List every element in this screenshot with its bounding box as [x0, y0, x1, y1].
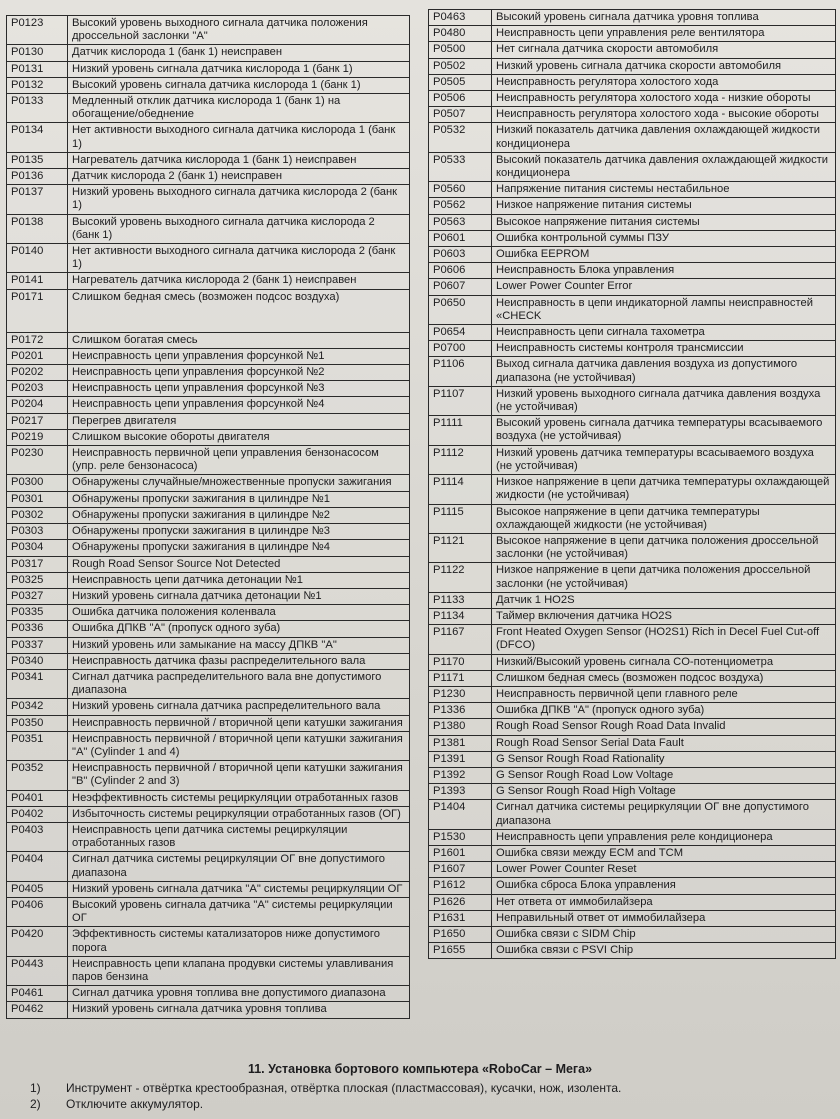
error-description: Неисправность первичной / вторичной цепи катушки зажигания [68, 715, 410, 731]
error-description: Низкий уровень выходного сигнала датчика кислорода 2 (банк 1) [68, 185, 410, 214]
error-code: P0217 [7, 413, 68, 429]
table-row [7, 881, 410, 897]
step-text: Инструмент - отвёртка крестообразная, отвёртка плоская (пластмассовая), кусачки, нож, изолента. [66, 1081, 622, 1095]
table-row [429, 533, 836, 562]
table-row [7, 185, 410, 214]
error-code: P0135 [7, 152, 68, 168]
table-row [7, 381, 410, 397]
error-code: P0562 [429, 198, 492, 214]
table-row [429, 416, 836, 445]
error-description: Слишком высокие обороты двигателя [68, 429, 410, 445]
table-row [7, 61, 410, 77]
error-description: Неисправность цепи датчика детонации №1 [68, 572, 410, 588]
table-row [7, 806, 410, 822]
error-code: P1134 [429, 608, 492, 624]
table-row [429, 563, 836, 592]
error-description: Неисправность цепи управления форсункой №4 [68, 397, 410, 413]
error-description: Нет сигнала датчика скорости автомобиля [492, 42, 836, 58]
error-code: P1121 [429, 533, 492, 562]
error-description: Неисправность в цепи индикаторной лампы неисправностей «CHECK [492, 295, 836, 324]
error-description: Сигнал датчика системы рециркуляции ОГ вне допустимого диапазона [492, 800, 836, 829]
error-code: P0341 [7, 669, 68, 698]
error-code: P1115 [429, 504, 492, 533]
error-code: P0201 [7, 348, 68, 364]
error-code: P1230 [429, 686, 492, 702]
error-code: P0405 [7, 881, 68, 897]
error-description: Слишком бедная смесь (возможен подсос воздуха) [68, 289, 410, 332]
table-row [7, 986, 410, 1002]
error-code: P0302 [7, 507, 68, 523]
error-description: Низкий уровень датчика температуры всасываемого воздуха (не устойчивая) [492, 445, 836, 474]
error-description: G Sensor Rough Road High Voltage [492, 784, 836, 800]
table-row [7, 491, 410, 507]
error-description: Высокое напряжение в цепи датчика положения дроссельной заслонки (не устойчивая) [492, 533, 836, 562]
error-description: Lower Power Counter Reset [492, 862, 836, 878]
error-code: P0219 [7, 429, 68, 445]
table-row [429, 26, 836, 42]
error-description: Rough Road Sensor Source Not Detected [68, 556, 410, 572]
error-description: Низкий уровень сигнала датчика "А" системы рециркуляции ОГ [68, 881, 410, 897]
error-description: Высокий уровень выходного сигнала датчика кислорода 2 (банк 1) [68, 214, 410, 243]
error-code: P0350 [7, 715, 68, 731]
error-code: P0301 [7, 491, 68, 507]
step-number: 1) [30, 1081, 41, 1095]
error-description: Высокое напряжение питания системы [492, 214, 836, 230]
table-row [7, 123, 410, 152]
error-description: Ошибка ДПКВ "А" (пропуск одного зуба) [68, 621, 410, 637]
error-code: P0601 [429, 230, 492, 246]
error-description: Неисправность первичной цепи главного реле [492, 686, 836, 702]
error-code: P0132 [7, 77, 68, 93]
table-row [7, 332, 410, 348]
error-code: P0603 [429, 247, 492, 263]
table-row [429, 670, 836, 686]
error-code: P0172 [7, 332, 68, 348]
error-code: P0141 [7, 273, 68, 289]
table-row [7, 637, 410, 653]
error-code: P0303 [7, 524, 68, 540]
error-description: Высокий уровень сигнала датчика "А" системы рециркуляции ОГ [68, 897, 410, 926]
table-row [429, 279, 836, 295]
error-description: Низкий/Высокий уровень сигнала CO-потенциометра [492, 654, 836, 670]
error-code: P1171 [429, 670, 492, 686]
error-code: P1650 [429, 926, 492, 942]
table-row [7, 761, 410, 790]
table-row [429, 42, 836, 58]
error-description: Низкое напряжение в цепи датчика положения дроссельной заслонки (не устойчивая) [492, 563, 836, 592]
error-description: Высокий показатель датчика давления охлаждающей жидкости кондиционера [492, 152, 836, 181]
table-row [7, 152, 410, 168]
table-row [429, 845, 836, 861]
table-row [429, 230, 836, 246]
error-code: P1655 [429, 943, 492, 959]
error-description: Нагреватель датчика кислорода 1 (банк 1) неисправен [68, 152, 410, 168]
table-row [429, 58, 836, 74]
error-code: P0404 [7, 852, 68, 881]
error-description: Неисправность цепи сигнала тахометра [492, 325, 836, 341]
error-code: P0133 [7, 94, 68, 123]
table-row [7, 475, 410, 491]
table-row [429, 943, 836, 959]
table-row [429, 592, 836, 608]
error-code: P0340 [7, 653, 68, 669]
error-description: Сигнал датчика системы рециркуляции ОГ вне допустимого диапазона [68, 852, 410, 881]
error-description: Низкий уровень сигнала датчика скорости автомобиля [492, 58, 836, 74]
error-code: P0505 [429, 74, 492, 90]
error-description: Неисправность регулятора холостого хода [492, 74, 836, 90]
error-code: P0401 [7, 790, 68, 806]
error-code: P0403 [7, 822, 68, 851]
table-row [429, 504, 836, 533]
step-number: 2) [30, 1097, 41, 1111]
table-row [7, 214, 410, 243]
error-code: P1404 [429, 800, 492, 829]
error-code: P0204 [7, 397, 68, 413]
table-row [7, 790, 410, 806]
error-code: P0342 [7, 699, 68, 715]
error-description: Обнаружены пропуски зажигания в цилиндре №4 [68, 540, 410, 556]
table-row [7, 244, 410, 273]
error-description: Низкий уровень сигнала датчика уровня топлива [68, 1002, 410, 1018]
table-row [7, 429, 410, 445]
error-code: P0402 [7, 806, 68, 822]
error-code: P0131 [7, 61, 68, 77]
error-description: Ошибка датчика положения коленвала [68, 605, 410, 621]
error-code: P0480 [429, 26, 492, 42]
error-description: Неисправность датчика фазы распределительного вала [68, 653, 410, 669]
table-row [7, 397, 410, 413]
error-description: Неэффективность системы рециркуляции отработанных газов [68, 790, 410, 806]
table-row [429, 784, 836, 800]
error-code: P1167 [429, 625, 492, 654]
error-description: Ошибка сброса Блока управления [492, 878, 836, 894]
error-description: Неисправность цепи датчика системы рециркуляции отработанных газов [68, 822, 410, 851]
error-code: P0171 [7, 289, 68, 332]
table-row [429, 751, 836, 767]
table-row [7, 1002, 410, 1018]
step-item [30, 1080, 830, 1096]
error-description: Ошибка контрольной суммы ПЗУ [492, 230, 836, 246]
error-code: P0654 [429, 325, 492, 341]
error-code: P0123 [7, 16, 68, 45]
error-description: Нагреватель датчика кислорода 2 (банк 1) неисправен [68, 273, 410, 289]
error-code: P0607 [429, 279, 492, 295]
error-code: P0230 [7, 446, 68, 475]
table-row [429, 295, 836, 324]
table-row [429, 800, 836, 829]
error-code: P1106 [429, 357, 492, 386]
error-description: Rough Road Sensor Serial Data Fault [492, 735, 836, 751]
error-codes-table-left [6, 15, 410, 1019]
error-description: Напряжение питания системы нестабильное [492, 182, 836, 198]
table-row [429, 878, 836, 894]
table-row [429, 894, 836, 910]
error-description: Нет активности выходного сигнала датчика кислорода 2 (банк 1) [68, 244, 410, 273]
error-description: Rough Road Sensor Rough Road Data Invalid [492, 719, 836, 735]
error-code: P0337 [7, 637, 68, 653]
error-description: Неисправность цепи управления форсункой №1 [68, 348, 410, 364]
error-description: Медленный отклик датчика кислорода 1 (банк 1) на обогащение/обеднение [68, 94, 410, 123]
error-description: Неисправность системы контроля трансмиссии [492, 341, 836, 357]
table-row [7, 699, 410, 715]
error-code: P0137 [7, 185, 68, 214]
error-codes-table-right [428, 9, 836, 959]
error-description: Ошибка связи между ECM and TCM [492, 845, 836, 861]
section-title: 11. Установка бортового компьютера «RoboCar – Мега» [247, 1062, 593, 1076]
error-description: Эффективность системы катализаторов ниже допустимого порога [68, 927, 410, 956]
error-description: Нет ответа от иммобилайзера [492, 894, 836, 910]
error-code: P0406 [7, 897, 68, 926]
error-description: Неисправность цепи клапана продувки системы улавливания паров бензина [68, 956, 410, 985]
error-code: P0202 [7, 365, 68, 381]
error-code: P1111 [429, 416, 492, 445]
table-row [429, 74, 836, 90]
error-description: Низкий уровень сигнала датчика распределительного вала [68, 699, 410, 715]
table-row [429, 325, 836, 341]
error-description: Обнаружены пропуски зажигания в цилиндре №3 [68, 524, 410, 540]
error-description: Высокий уровень выходного сигнала датчика положения дроссельной заслонки "А" [68, 16, 410, 45]
error-description: Ошибка связи с PSVI Chip [492, 943, 836, 959]
table-row [7, 605, 410, 621]
error-description: Высокий уровень сигнала датчика температуры всасываемого воздуха (не устойчивая) [492, 416, 836, 445]
error-description: Неисправность Блока управления [492, 263, 836, 279]
error-description: Низкий уровень или замыкание на массу ДПКВ "А" [68, 637, 410, 653]
error-code: P0300 [7, 475, 68, 491]
error-code: P0532 [429, 123, 492, 152]
step-text: Отключите аккумулятор. [66, 1097, 204, 1111]
table-row [429, 214, 836, 230]
error-description: Низкое напряжение питания системы [492, 198, 836, 214]
error-code: P1133 [429, 592, 492, 608]
table-row [429, 10, 836, 26]
error-code: P1530 [429, 829, 492, 845]
error-description: Перегрев двигателя [68, 413, 410, 429]
error-description: Слишком бедная смесь (возможен подсос воздуха) [492, 670, 836, 686]
error-description: Неисправность первичной / вторичной цепи катушки зажигания "В" (Cylinder 2 and 3) [68, 761, 410, 790]
table-row [7, 927, 410, 956]
error-code: P1107 [429, 386, 492, 415]
error-description: Ошибка EEPROM [492, 247, 836, 263]
table-row [429, 182, 836, 198]
table-row [7, 822, 410, 851]
error-code: P1392 [429, 767, 492, 783]
error-code: P0462 [7, 1002, 68, 1018]
error-code: P0134 [7, 123, 68, 152]
error-code: P0560 [429, 182, 492, 198]
table-row [429, 357, 836, 386]
table-row [7, 507, 410, 523]
error-description: Обнаружены пропуски зажигания в цилиндре №2 [68, 507, 410, 523]
error-code: P0352 [7, 761, 68, 790]
error-code: P1631 [429, 910, 492, 926]
table-row [7, 169, 410, 185]
error-description: Ошибка ДПКВ "А" (пропуск одного зуба) [492, 703, 836, 719]
table-row [7, 956, 410, 985]
table-row [429, 107, 836, 123]
error-code: P0420 [7, 927, 68, 956]
error-code: P0650 [429, 295, 492, 324]
error-code: P0461 [7, 986, 68, 1002]
error-description: Неисправность цепи управления реле кондиционера [492, 829, 836, 845]
table-row [429, 910, 836, 926]
table-row [7, 852, 410, 881]
table-row [429, 719, 836, 735]
error-description: Сигнал датчика уровня топлива вне допустимого диапазона [68, 986, 410, 1002]
table-row [429, 152, 836, 181]
error-code: P0138 [7, 214, 68, 243]
error-description: Неисправность первичной / вторичной цепи катушки зажигания "А" (Cylinder 1 and 4) [68, 731, 410, 760]
error-code: P1393 [429, 784, 492, 800]
error-description: Высокий уровень сигнала датчика кислорода 1 (банк 1) [68, 77, 410, 93]
error-description: Обнаружены пропуски зажигания в цилиндре №1 [68, 491, 410, 507]
error-code: P1612 [429, 878, 492, 894]
error-description: Неисправность регулятора холостого хода - высокие обороты [492, 107, 836, 123]
table-row [7, 731, 410, 760]
error-code: P0500 [429, 42, 492, 58]
error-description: Неисправность цепи управления форсункой №3 [68, 381, 410, 397]
error-code: P1381 [429, 735, 492, 751]
error-code: P1607 [429, 862, 492, 878]
table-row [429, 341, 836, 357]
table-row [429, 686, 836, 702]
error-description: Сигнал датчика распределительного вала вне допустимого диапазона [68, 669, 410, 698]
table-row [429, 654, 836, 670]
error-code: P0336 [7, 621, 68, 637]
error-description: G Sensor Rough Road Low Voltage [492, 767, 836, 783]
table-row [429, 625, 836, 654]
error-code: P1336 [429, 703, 492, 719]
error-code: P1114 [429, 475, 492, 504]
error-code: P1601 [429, 845, 492, 861]
error-code: P0563 [429, 214, 492, 230]
error-code: P0140 [7, 244, 68, 273]
table-row [7, 540, 410, 556]
table-row [429, 263, 836, 279]
table-row [429, 198, 836, 214]
table-row [7, 572, 410, 588]
table-row [7, 348, 410, 364]
table-row [7, 897, 410, 926]
error-code: P1122 [429, 563, 492, 592]
error-code: P0130 [7, 45, 68, 61]
error-code: P0443 [7, 956, 68, 985]
table-row [7, 653, 410, 669]
table-row [429, 247, 836, 263]
error-description: Высокий уровень сигнала датчика уровня топлива [492, 10, 836, 26]
table-row [429, 123, 836, 152]
error-description: Высокое напряжение в цепи датчика температуры охлаждающей жидкости (не устойчивая) [492, 504, 836, 533]
table-row [429, 862, 836, 878]
error-code: P0506 [429, 91, 492, 107]
error-description: Датчик кислорода 1 (банк 1) неисправен [68, 45, 410, 61]
table-row [429, 475, 836, 504]
error-description: Front Heated Oxygen Sensor (HO2S1) Rich in Decel Fuel Cut-off (DFCO) [492, 625, 836, 654]
error-description: Ошибка связи с SIDM Chip [492, 926, 836, 942]
steps-list [30, 1080, 830, 1112]
error-description: Неисправность цепи управления реле вентилятора [492, 26, 836, 42]
table-row [7, 413, 410, 429]
table-row [429, 926, 836, 942]
table-row [429, 767, 836, 783]
error-description: Избыточность системы рециркуляции отработанных газов (ОГ) [68, 806, 410, 822]
error-code: P1391 [429, 751, 492, 767]
error-code: P0502 [429, 58, 492, 74]
error-code: P1380 [429, 719, 492, 735]
table-row [7, 273, 410, 289]
error-code: P1170 [429, 654, 492, 670]
error-description: Неисправность цепи управления форсункой №2 [68, 365, 410, 381]
table-row [7, 669, 410, 698]
error-description: Нет активности выходного сигнала датчика кислорода 1 (банк 1) [68, 123, 410, 152]
step-item [30, 1096, 830, 1112]
error-code: P0327 [7, 588, 68, 604]
error-code: P0325 [7, 572, 68, 588]
error-description: Обнаружены случайные/множественные пропуски зажигания [68, 475, 410, 491]
table-row [429, 703, 836, 719]
error-description: Низкое напряжение в цепи датчика температуры охлаждающей жидкости (не устойчивая) [492, 475, 836, 504]
table-row [7, 94, 410, 123]
table-row [429, 735, 836, 751]
error-code: P0700 [429, 341, 492, 357]
error-description: Выход сигнала датчика давления воздуха из допустимого диапазона (не устойчивая) [492, 357, 836, 386]
error-code: P1112 [429, 445, 492, 474]
error-description: Датчик 1 HO2S [492, 592, 836, 608]
error-code: P0507 [429, 107, 492, 123]
error-code: P0606 [429, 263, 492, 279]
error-description: Неисправность первичной цепи управления бензонасосом (упр. реле бензонасоса) [68, 446, 410, 475]
error-code: P0136 [7, 169, 68, 185]
error-code: P0304 [7, 540, 68, 556]
table-row [7, 715, 410, 731]
table-row [7, 77, 410, 93]
table-row [7, 365, 410, 381]
table-row [7, 16, 410, 45]
error-description: Низкий уровень выходного сигнала датчика давления воздуха (не устойчивая) [492, 386, 836, 415]
error-code: P0351 [7, 731, 68, 760]
error-description: Низкий уровень сигнала датчика детонации №1 [68, 588, 410, 604]
table-row [429, 91, 836, 107]
error-description: Неисправность регулятора холостого хода - низкие обороты [492, 91, 836, 107]
table-row [7, 556, 410, 572]
error-description: Lower Power Counter Error [492, 279, 836, 295]
error-description: G Sensor Rough Road Rationality [492, 751, 836, 767]
table-row [7, 588, 410, 604]
table-row [429, 445, 836, 474]
table-row [429, 608, 836, 624]
error-code: P0335 [7, 605, 68, 621]
table-row [429, 829, 836, 845]
error-code: P0317 [7, 556, 68, 572]
table-row [7, 45, 410, 61]
error-code: P1626 [429, 894, 492, 910]
error-description: Низкий показатель датчика давления охлаждающей жидкости кондиционера [492, 123, 836, 152]
error-description: Низкий уровень сигнала датчика кислорода 1 (банк 1) [68, 61, 410, 77]
table-row [7, 446, 410, 475]
table-row [7, 289, 410, 332]
table-row [7, 524, 410, 540]
error-code: P0533 [429, 152, 492, 181]
error-code: P0463 [429, 10, 492, 26]
error-description: Слишком богатая смесь [68, 332, 410, 348]
error-description: Таймер включения датчика HO2S [492, 608, 836, 624]
error-code: P0203 [7, 381, 68, 397]
table-row [429, 386, 836, 415]
table-row [7, 621, 410, 637]
error-description: Неправильный ответ от иммобилайзера [492, 910, 836, 926]
error-description: Датчик кислорода 2 (банк 1) неисправен [68, 169, 410, 185]
